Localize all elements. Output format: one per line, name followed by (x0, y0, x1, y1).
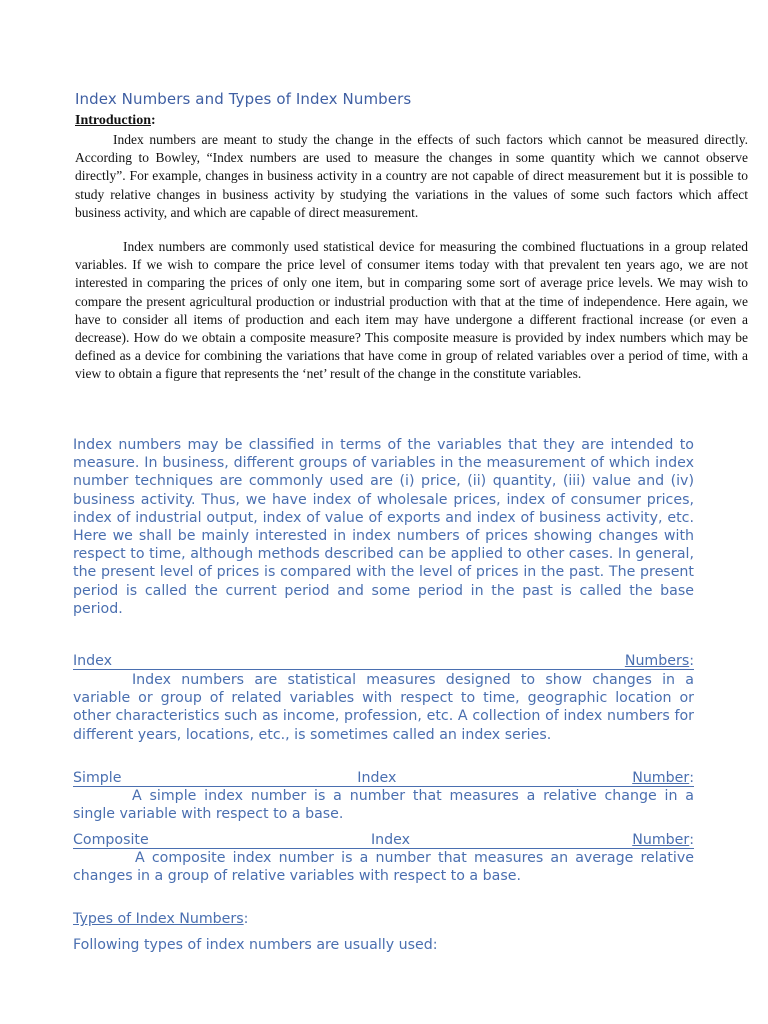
index-numbers-heading-colon: : (689, 653, 694, 669)
document-title: Index Numbers and Types of Index Numbers (75, 90, 412, 108)
simple-heading-colon: : (689, 770, 694, 786)
types-heading-colon: : (243, 911, 249, 927)
composite-heading-word-1: Composite (73, 832, 149, 848)
index-numbers-heading (73, 652, 694, 670)
simple-index-number-heading (73, 769, 694, 787)
simple-heading-word-2: Index (357, 770, 397, 786)
introduction-heading-text: Introduction (75, 113, 151, 128)
composite-heading-word-2: Index (370, 832, 410, 848)
introduction-heading-colon: : (150, 113, 156, 128)
composite-heading-end (632, 831, 694, 848)
types-intro-text: Following types of index numbers are usually used: (73, 937, 438, 953)
index-numbers-body: Index numbers are statistical measures designed to show changes in a variable or group of related variables with respect to time, geographic location or other characteristics such as income, profession, etc. A collection of index numbers for different years, locations, etc., is sometimes called an index series. (73, 672, 694, 743)
introduction-heading (75, 113, 156, 129)
composite-heading-word-3: Number (632, 832, 690, 848)
introduction-paragraph-2: Index numbers are commonly used statistical device for measuring the combined fluctuations in a group related variables. If we wish to compare the price level of consumer items today with that prevalent ten years ago, we are not interested in comparing the prices of only one item, but in comparing some sort of average price levels. We may wish to compare the present agricultural production or industrial production with that at the time of independence. Here again, we have to consider all items of production and each item may have undergone a different fractional increase (or even a decrease). How do we obtain a composite measure? This composite measure is provided by index numbers which may be defined as a device for combining the variations that have come in group of related variables over a period of time, with a view to obtain a figure that represents the ‘net’ result of the change in the constitute variables. (75, 239, 748, 382)
composite-index-number-body: A composite index number is a number that measures an average relative changes in a group of relative variables with respect to a base. (73, 850, 694, 885)
simple-index-number-body: A simple index number is a number that measures a relative change in a single variable with respect to a base. (73, 788, 694, 823)
composite-index-number-heading (73, 831, 694, 849)
types-heading-text: Types of Index Numbers (73, 911, 244, 927)
simple-heading-word-3: Number (632, 770, 690, 786)
types-of-index-numbers-heading (73, 911, 248, 927)
composite-heading-colon: : (689, 832, 694, 848)
index-numbers-heading-end (625, 652, 694, 669)
simple-heading-end (632, 769, 694, 786)
index-numbers-heading-word-1: Index (73, 653, 113, 669)
introduction-paragraph-1: Index numbers are meant to study the change in the effects of such factors which cannot be measured directly. According to Bowley, “Index numbers are used to measure the changes in some quantity which we cannot observe directly”. For example, changes in business activity in a country are not capable of direct measurement but it is possible to study relative changes in business activity by studying the variations in the values of some such factors which affect business activity, and which are capable of direct measurement. (75, 132, 748, 220)
simple-heading-word-1: Simple (73, 770, 122, 786)
classification-paragraph: Index numbers may be classified in terms of the variables that they are intended to measure. In business, different groups of variables in the measurement of which index number techniques are commonly used are (i) price, (ii) quantity, (iii) value and (iv) business activity. Thus, we have index of wholesale prices, index of consumer prices, index of industrial output, index of value of exports and index of business activity, etc. Here we shall be mainly interested in index numbers of prices showing changes with respect to time, although methods described can be applied to other cases. In general, the present level of prices is compared with the level of prices in the past. The present period is called the current period and some period in the past is called the base period. (73, 437, 694, 617)
index-numbers-heading-word-2: Numbers (624, 653, 690, 669)
